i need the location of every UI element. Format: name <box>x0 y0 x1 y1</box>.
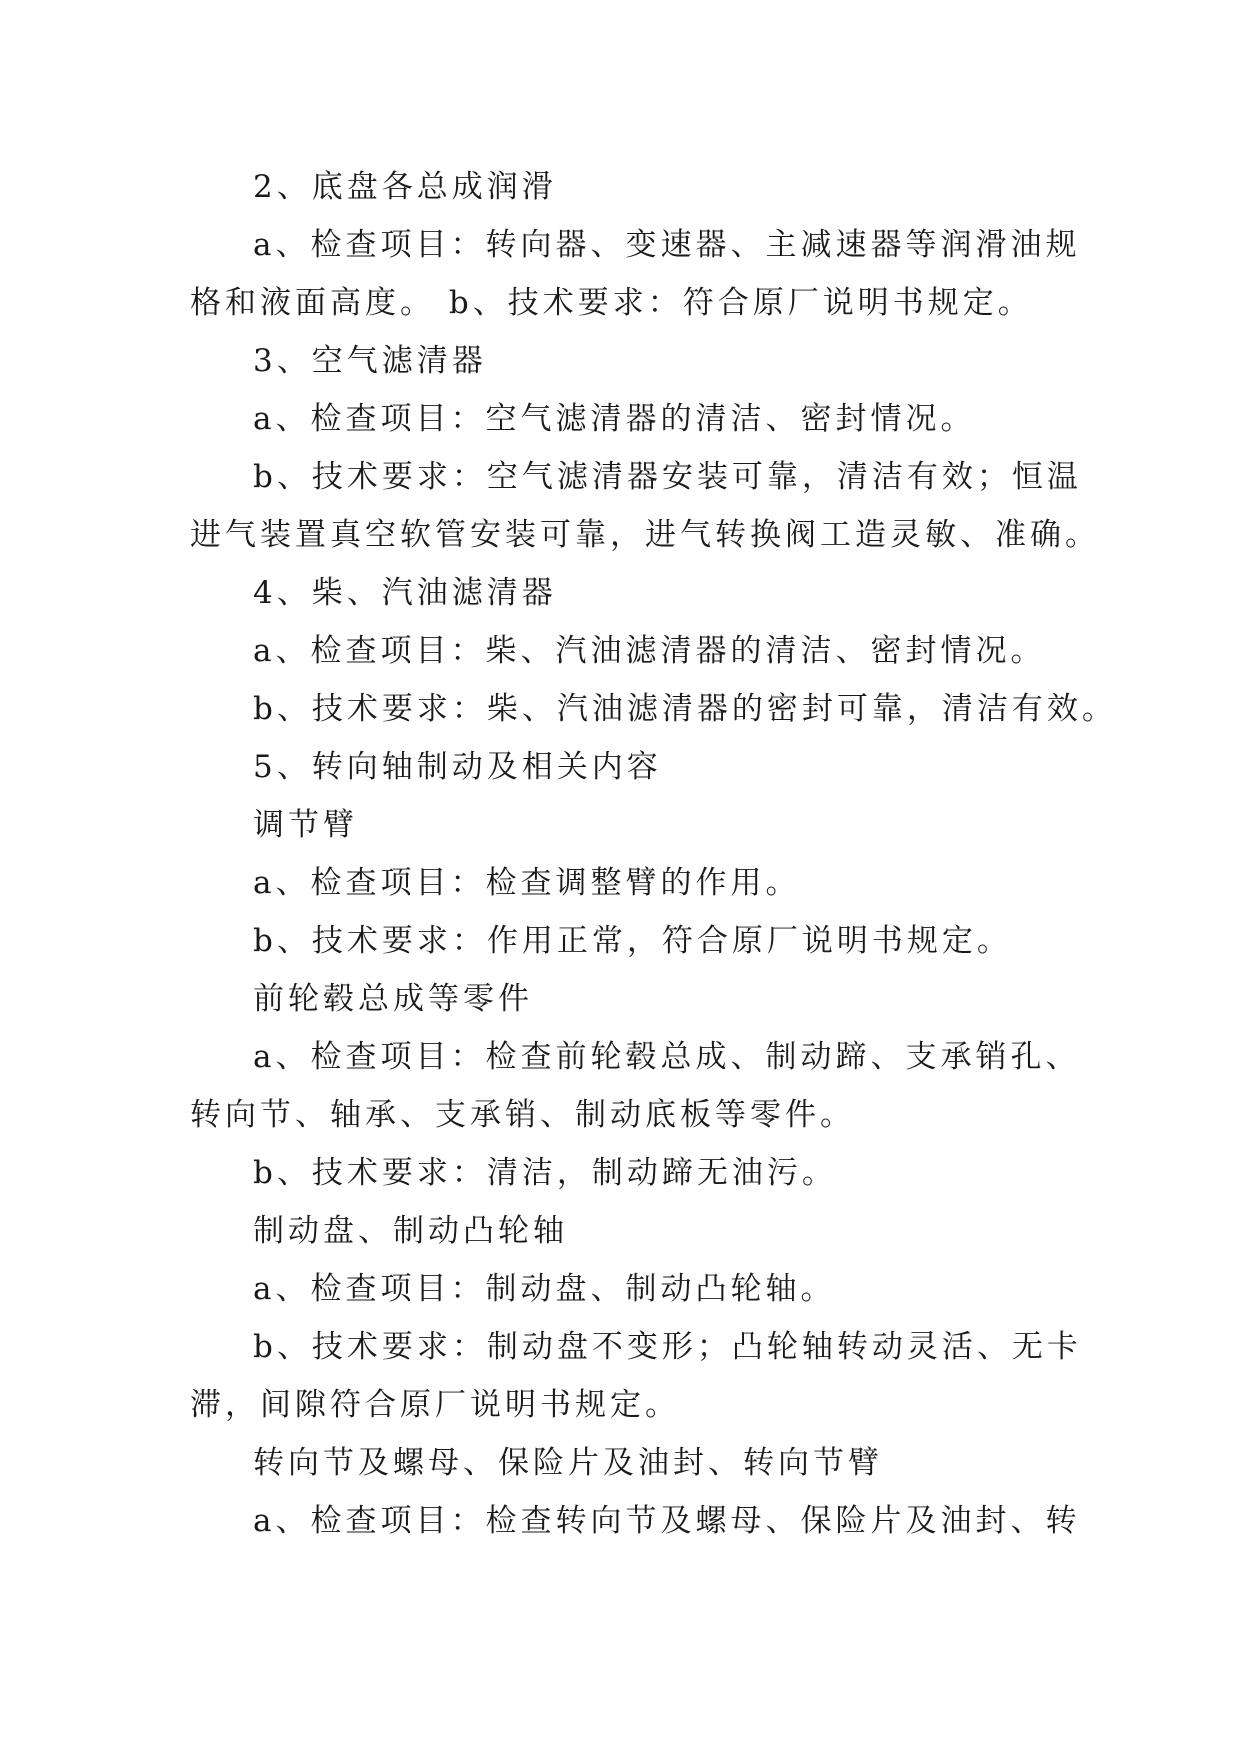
paragraph-line: 滞，间隙符合原厂说明书规定。 <box>190 1387 680 1423</box>
subheading-brake-disc-camshaft: 制动盘、制动凸轮轴 <box>253 1213 568 1249</box>
paragraph-line: b、技术要求：柴、汽油滤清器的密封可靠，清洁有效。 <box>253 691 1117 727</box>
paragraph-line: b、技术要求：制动盘不变形；凸轮轴转动灵活、无卡 <box>253 1329 1082 1365</box>
paragraph-line: a、检查项目：柴、汽油滤清器的清洁、密封情况。 <box>253 633 1046 669</box>
paragraph-line: a、检查项目：制动盘、制动凸轮轴。 <box>253 1271 836 1307</box>
paragraph-line: a、检查项目：转向器、变速器、主减速器等润滑油规 <box>253 227 1081 263</box>
paragraph-line: 进气装置真空软管安装可靠，进气转换阀工造灵敏、准确。 <box>190 517 1100 553</box>
paragraph-line: 转向节、轴承、支承销、制动底板等零件。 <box>190 1097 855 1133</box>
paragraph-line: b、技术要求：空气滤清器安装可靠，清洁有效；恒温 <box>253 459 1082 495</box>
paragraph-line: a、检查项目：检查调整臂的作用。 <box>253 865 801 901</box>
paragraph-line: b、技术要求：清洁，制动蹄无油污。 <box>253 1155 837 1191</box>
section-heading-steering-brake: 5、转向轴制动及相关内容 <box>253 749 662 785</box>
section-heading-chassis-lubrication: 2、底盘各总成润滑 <box>253 169 557 205</box>
paragraph-line: a、检查项目：检查转向节及螺母、保险片及油封、转 <box>253 1503 1081 1539</box>
paragraph-line: b、技术要求：作用正常，符合原厂说明书规定。 <box>253 923 1012 959</box>
subheading-adjuster-arm: 调节臂 <box>253 807 358 843</box>
paragraph-line: a、检查项目：检查前轮毂总成、制动蹄、支承销孔、 <box>253 1039 1081 1075</box>
subheading-front-hub: 前轮毂总成等零件 <box>253 981 533 1017</box>
section-heading-air-filter: 3、空气滤清器 <box>253 343 487 379</box>
document-body <box>190 158 1117 1550</box>
paragraph-line: a、检查项目：空气滤清器的清洁、密封情况。 <box>253 401 976 437</box>
section-heading-fuel-filter: 4、柴、汽油滤清器 <box>253 575 557 611</box>
subheading-steering-knuckle: 转向节及螺母、保险片及油封、转向节臂 <box>253 1445 883 1481</box>
paragraph-line: 格和液面高度。 b、技术要求：符合原厂说明书规定。 <box>190 285 1033 321</box>
